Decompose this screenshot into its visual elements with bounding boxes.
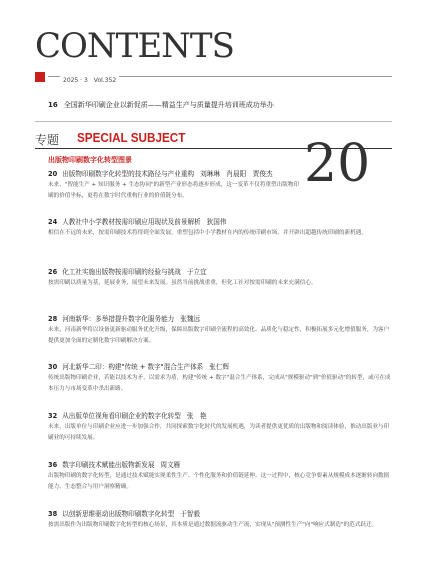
article-summary: 按需出版作为出版物印刷数字化转型的核心场景，其本质是通过数据流驱动生产流，实现从"预测性生产"向"响应式制造"的范式跃迁。 — [48, 522, 378, 528]
article-author: 刘琳琳 肖晨阳 贾俊杰 — [200, 170, 273, 178]
toc-entry[interactable] — [48, 168, 298, 201]
article-author: 于立宜 — [186, 268, 207, 276]
article-summary: 未来，河南新华将以设备更新驱动服务优化升级，保障出版数字印刷全流程的高效化、品质化与稳定性，积极拓展多元化增值服务，为客户提供更加全面的定制化数字印刷解决方案。 — [48, 327, 390, 344]
article-summary: 未来，"智能生产 + 知识服务 + 生态协同"的新型产业形态将逐步形成，这一变革不仅将重塑出版物印刷的价值坐标，更将在数字时代重构行业的价值链分布。 — [48, 182, 299, 199]
article-title: 全国新华印刷企业以新促质——精益生产与质量提升培训班成功举办 — [63, 101, 274, 109]
article-author: 狄国伟 — [206, 218, 227, 226]
page-number: 36 — [48, 461, 58, 469]
toc-entry[interactable] — [48, 313, 392, 346]
page-number: 20 — [48, 170, 58, 178]
page-number: 24 — [48, 218, 58, 226]
article-summary: 相信在不远的未来，按需印刷技术将得到全面发展，重塑包括中小学教材在内的传统印刷市场，并开辟出超越传统印刷的新机遇。 — [48, 230, 367, 236]
section-heading: 出版物印刷数字化转型图景 — [48, 156, 132, 164]
article-author: 张 艳 — [186, 412, 207, 420]
page-number: 38 — [48, 510, 58, 518]
article-title: 人教社中小学教材按需印刷应用现状及前景解析 — [62, 218, 201, 226]
page-number: 28 — [48, 315, 58, 323]
article-title: 河北新华二印：构建"传统 + 数字"混合生产体系 — [62, 363, 204, 371]
section-label-en: SPECIAL SUBJECT — [77, 130, 186, 145]
article-summary: 传统出版物印刷企业，若能以技术为矛、以需求为盾，构建"传统 + 数字"混合生产体系，完成从"规模驱动"到"价值驱动"的转型，或可在成本压力与市场变革中杀出新路。 — [48, 375, 391, 392]
article-title: 数字印刷技术赋能出版物新发展 — [62, 461, 155, 469]
toc-entry[interactable] — [48, 361, 392, 394]
toc-entry[interactable] — [48, 266, 392, 289]
article-summary: 出版物印刷的数字化转型，是通过技术赋能实现柔性生产、个性化服务和价值链延伸。这一过程中，核心竞争要素从规模成本逐渐转向数据能力、生态整合与用户洞察精确。 — [48, 473, 390, 490]
feature-page-number: 20 — [304, 134, 371, 194]
article-title: 以创新思维驱动出版物印刷数字化转型 — [62, 510, 175, 518]
article-title: 出版物印刷数字化转型的技术路径与产业重构 — [62, 170, 195, 178]
issue-info: 2025 · 3 Vol.352 — [60, 75, 119, 84]
article-author: 张魏远 — [180, 315, 201, 323]
toc-entry[interactable] — [48, 508, 392, 531]
toc-entry[interactable] — [48, 459, 392, 492]
page-number: 32 — [48, 412, 58, 420]
page-title: CONTENTS — [35, 26, 234, 66]
article-author: 张仁辉 — [209, 363, 230, 371]
article-title: 河南新华：多举措提升数字化服务能力 — [62, 315, 175, 323]
article-summary: 未来，出版单位与印刷企业应进一步加强合作，共同探索数字化时代的发展机遇，为读者提供更优质的出版物和阅读体验，推动出版业与印刷业的可持续发展。 — [48, 424, 390, 441]
toc-entry[interactable] — [48, 216, 392, 239]
toc-entry-16[interactable] — [48, 100, 274, 110]
article-title: 从出版单位视角看印刷企业的数字化转型 — [62, 412, 181, 420]
toc-entry[interactable] — [48, 410, 392, 443]
article-author: 周文雁 — [160, 461, 181, 469]
section-label-cn: 专题 — [35, 133, 60, 147]
article-summary: 按需印刷以质量为基，延展业务，展望未来发展。虽然当前挑战重重，但化工社对按需印刷的未来充满信心。 — [48, 280, 317, 286]
article-title: 化工社实施出版物按需印刷的经验与挑战 — [62, 268, 181, 276]
page-number: 26 — [48, 268, 58, 276]
accent-block — [35, 72, 45, 82]
divider — [35, 121, 392, 122]
page-number: 30 — [48, 363, 58, 371]
page-number: 16 — [48, 101, 58, 109]
article-author: 于智毅 — [180, 510, 201, 518]
